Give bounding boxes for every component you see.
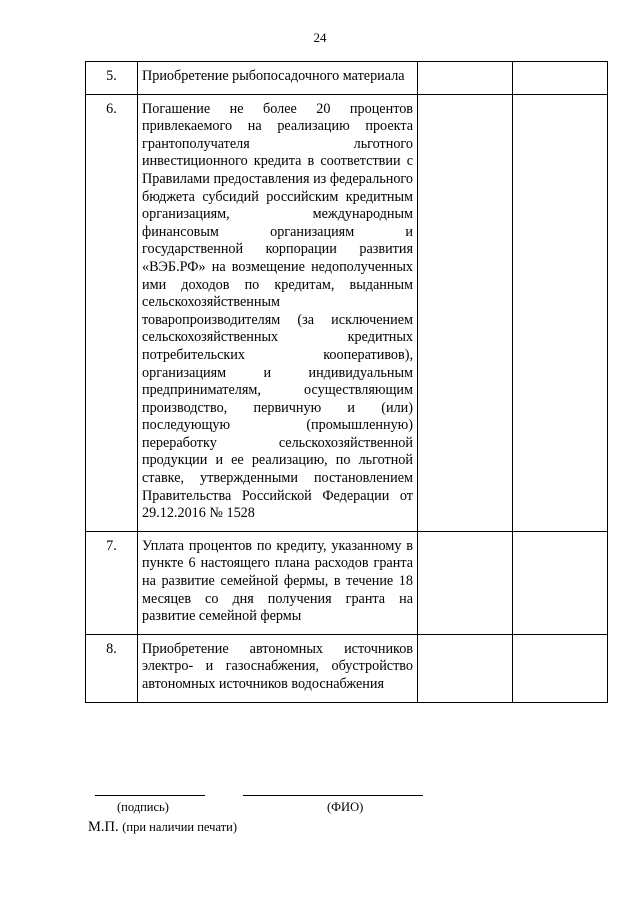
page-number: 24 — [313, 30, 327, 45]
stamp-condition: (при наличии печати) — [122, 820, 237, 834]
empty-cell — [513, 62, 608, 95]
table-row — [86, 62, 608, 95]
expense-plan-table — [85, 61, 608, 703]
row-description: Приобретение автономных источников электро- и газоснабжения, обустройство автономных источников водоснабжения — [138, 634, 418, 702]
signature-caption: (подпись) — [117, 800, 169, 814]
name-caption: (ФИО) — [327, 800, 364, 814]
empty-cell — [513, 531, 608, 634]
signature-line — [95, 795, 205, 796]
row-number: 5. — [86, 62, 138, 95]
table-row — [86, 634, 608, 702]
empty-cell — [418, 94, 513, 531]
empty-cell — [513, 634, 608, 702]
empty-cell — [418, 531, 513, 634]
table-row — [86, 94, 608, 531]
row-description: Погашение не более 20 процентов привлекаемого на реализацию проекта грантополучателя льготного инвестиционного кредита в соответствии с Правилами предоставления из федерального бюджета субсидий российским кредитным организациям, международным финансовым организациям и государственной корпорации развития «ВЭБ.РФ» на возмещение недополученных ими доходов по кредитам, выданным сельскохозяйственным товаропроизводителям (за исключением сельскохозяйственных кредитных потребительских кооперативов), организациям и индивидуальным предпринимателям, осуществляющим производство, первичную и (или) последующую (промышленную) переработку сельскохозяйственной продукции и ее реализацию, по льготной ставке, утвержденными постановлением Правительства Российской Федерации от 29.12.2016 № 1528 — [138, 94, 418, 531]
row-description: Приобретение рыбопосадочного материала — [138, 62, 418, 95]
stamp-label: М.П. — [88, 819, 119, 835]
empty-cell — [418, 634, 513, 702]
row-number: 8. — [86, 634, 138, 702]
table-row — [86, 531, 608, 634]
stamp-note — [88, 819, 237, 836]
row-description: Уплата процентов по кредиту, указанному в пункте 6 настоящего плана расходов гранта на развитие семейной фермы, в течение 18 месяцев со дня получения гранта на развитие семейной фермы — [138, 531, 418, 634]
empty-cell — [418, 62, 513, 95]
empty-cell — [513, 94, 608, 531]
row-number: 7. — [86, 531, 138, 634]
name-line — [243, 795, 423, 796]
row-number: 6. — [86, 94, 138, 531]
